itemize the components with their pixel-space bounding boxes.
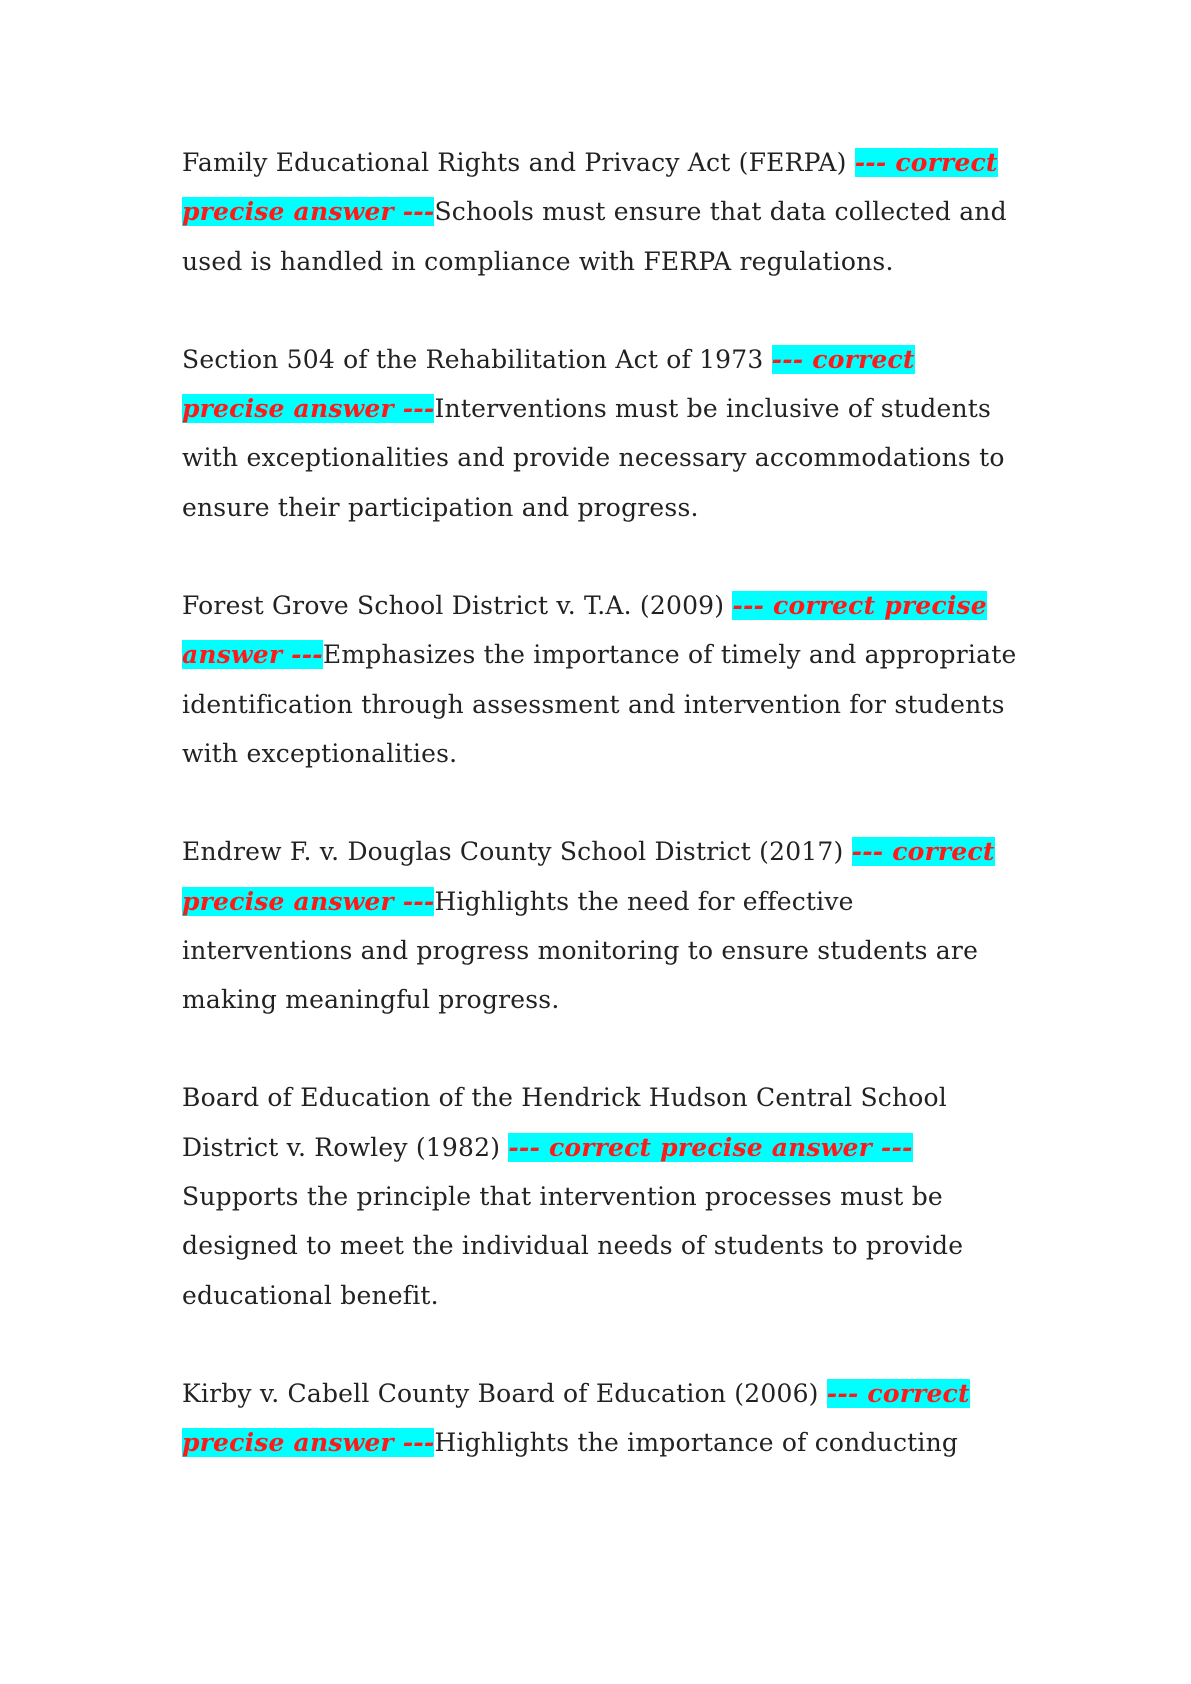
entry-rowley <box>182 1073 1022 1319</box>
entry-definition: Highlights the need for effective interventions and progress monitoring to ensure students are making meaningful progress. <box>182 886 979 1015</box>
entry-definition: Supports the principle that intervention processes must be designed to meet the individual needs of students to provide educational benefit. <box>182 1182 964 1310</box>
entry-endrew <box>182 827 1022 1024</box>
entry-kirby <box>182 1369 1022 1468</box>
answer-highlight: --- correct precise answer --- <box>182 344 915 424</box>
entry-term: Board of Education of the Hendrick Hudson Central School District v. Rowley (1982) <box>182 1083 947 1162</box>
entry-definition: Schools must ensure that data collected and used is handled in compliance with FERPA regulations. <box>182 197 1007 276</box>
entry-term: Endrew F. v. Douglas County School District (2017) <box>182 837 852 867</box>
entry-ferpa <box>182 138 1022 286</box>
entry-section-504 <box>182 335 1022 532</box>
answer-highlight: --- correct precise answer --- <box>182 837 995 916</box>
entry-term: Kirby v. Cabell County Board of Education (2006) <box>182 1378 827 1408</box>
answer-highlight: --- correct precise answer --- <box>182 591 987 670</box>
answer-highlight: --- correct precise answer --- <box>508 1132 913 1162</box>
entry-term: Family Educational Rights and Privacy Act (FERPA) <box>182 148 855 177</box>
entry-definition: Highlights the importance of conducting <box>434 1428 959 1458</box>
document-body <box>182 138 1022 1517</box>
entry-definition: Interventions must be inclusive of students with exceptionalities and provide necessary accommodations to ensure their participation and progress. <box>182 394 1005 522</box>
answer-highlight: --- correct precise answer --- <box>182 148 998 227</box>
answer-highlight: --- correct precise answer --- <box>182 1378 970 1458</box>
entry-term: Forest Grove School District v. T.A. (2009) <box>182 591 733 621</box>
entry-term: Section 504 of the Rehabilitation Act of 1973 <box>182 344 772 374</box>
entry-forest-grove <box>182 581 1022 778</box>
entry-definition: Emphasizes the importance of timely and appropriate identification through assessment and intervention for students with exceptionalities. <box>182 640 1017 768</box>
